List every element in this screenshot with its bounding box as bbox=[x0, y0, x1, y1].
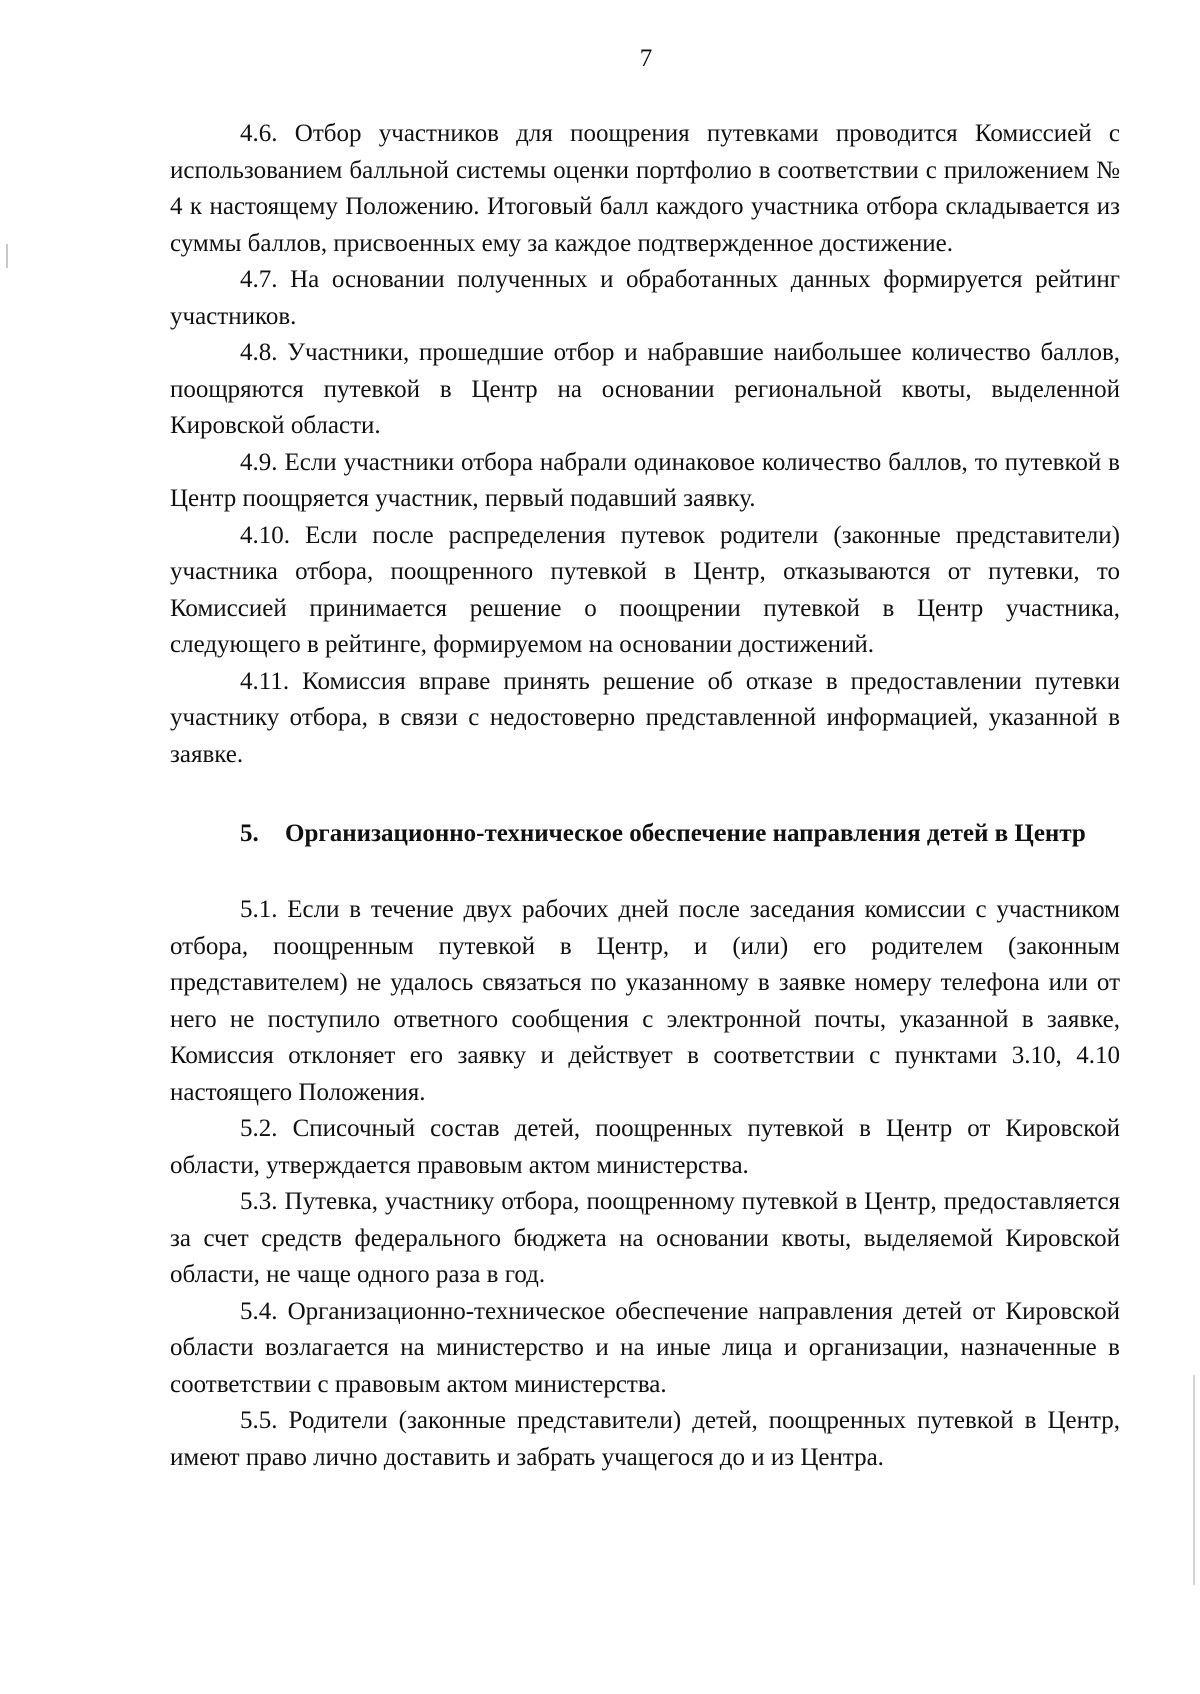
paragraph-5-4: 5.4. Организационно-техническое обеспечение направления детей от Кировской области возлагается на министерство и на иные лица и организации, назначенные в соответствии с правовым актом министерства. bbox=[170, 1297, 1120, 1398]
section-5-title: Организационно-техническое обеспечение направления детей в Центр bbox=[285, 820, 1086, 847]
paragraph-5-5: 5.5. Родители (законные представители) детей, поощренных путевкой в Центр, имеют право лично доставить и забрать учащегося до и из Центра. bbox=[170, 1407, 1120, 1471]
paragraph-4-9: 4.9. Если участники отбора набрали одинаковое количество баллов, то путевкой в Центр поощряется участник, первый подавший заявку. bbox=[170, 448, 1120, 512]
document-body bbox=[170, 116, 1120, 1476]
paragraph-5-1: 5.1. Если в течение двух рабочих дней после заседания комиссии с участником отбора, поощренным путевкой в Центр, и (или) его родителем (законным представителем) не удалось связаться по указанному в заявке номеру телефона или от него не поступило ответного сообщения с электронной почты, указанной в заявке, Комиссия отклоняет его заявку и действует в соответствии с пунктами 3.10, 4.10 настоящего Положения. bbox=[170, 896, 1120, 1106]
section-5-number: 5. bbox=[240, 820, 259, 847]
paragraph-4-10: 4.10. Если после распределения путевок родители (законные представители) участника отбора, поощренного путевкой в Центр, отказываются от путевки, то Комиссией принимается решение о поощрении путевкой в Центр участника, следующего в рейтинге, формируемом на основании достижений. bbox=[170, 521, 1120, 658]
paragraph-5-2: 5.2. Списочный состав детей, поощренных путевкой в Центр от Кировской области, утверждается правовым актом министерства. bbox=[170, 1115, 1120, 1179]
paragraph-4-8: 4.8. Участники, прошедшие отбор и набравшие наибольшее количество баллов, поощряются путевкой в Центр на основании региональной квоты, выделенной Кировской области. bbox=[170, 339, 1120, 439]
page-number: 7 bbox=[639, 45, 653, 72]
paragraph-4-6: 4.6. Отбор участников для поощрения путевками проводится Комиссией с использованием балльной системы оценки портфолио в соответствии с приложением № 4 к настоящему Положению. Итоговый балл каждого участника отбора складывается из суммы баллов, присвоенных ему за каждое подтвержденное достижение. bbox=[170, 120, 1120, 257]
paragraph-4-11: 4.11. Комиссия вправе принять решение об отказе в предоставлении путевки участнику отбора, в связи с недостоверно представленной информацией, указанной в заявке. bbox=[170, 667, 1120, 768]
paragraph-5-3: 5.3. Путевка, участнику отбора, поощренному путевкой в Центр, предоставляется за счет средств федерального бюджета на основании квоты, выделяемой Кировской области, не чаще одного раза в год. bbox=[170, 1188, 1120, 1288]
paragraph-4-7: 4.7. На основании полученных и обработанных данных формируется рейтинг участников. bbox=[170, 266, 1120, 330]
section-5-heading bbox=[170, 816, 1120, 852]
scan-edge-mark-right bbox=[1193, 1375, 1195, 1585]
scan-edge-mark-left bbox=[6, 244, 8, 268]
